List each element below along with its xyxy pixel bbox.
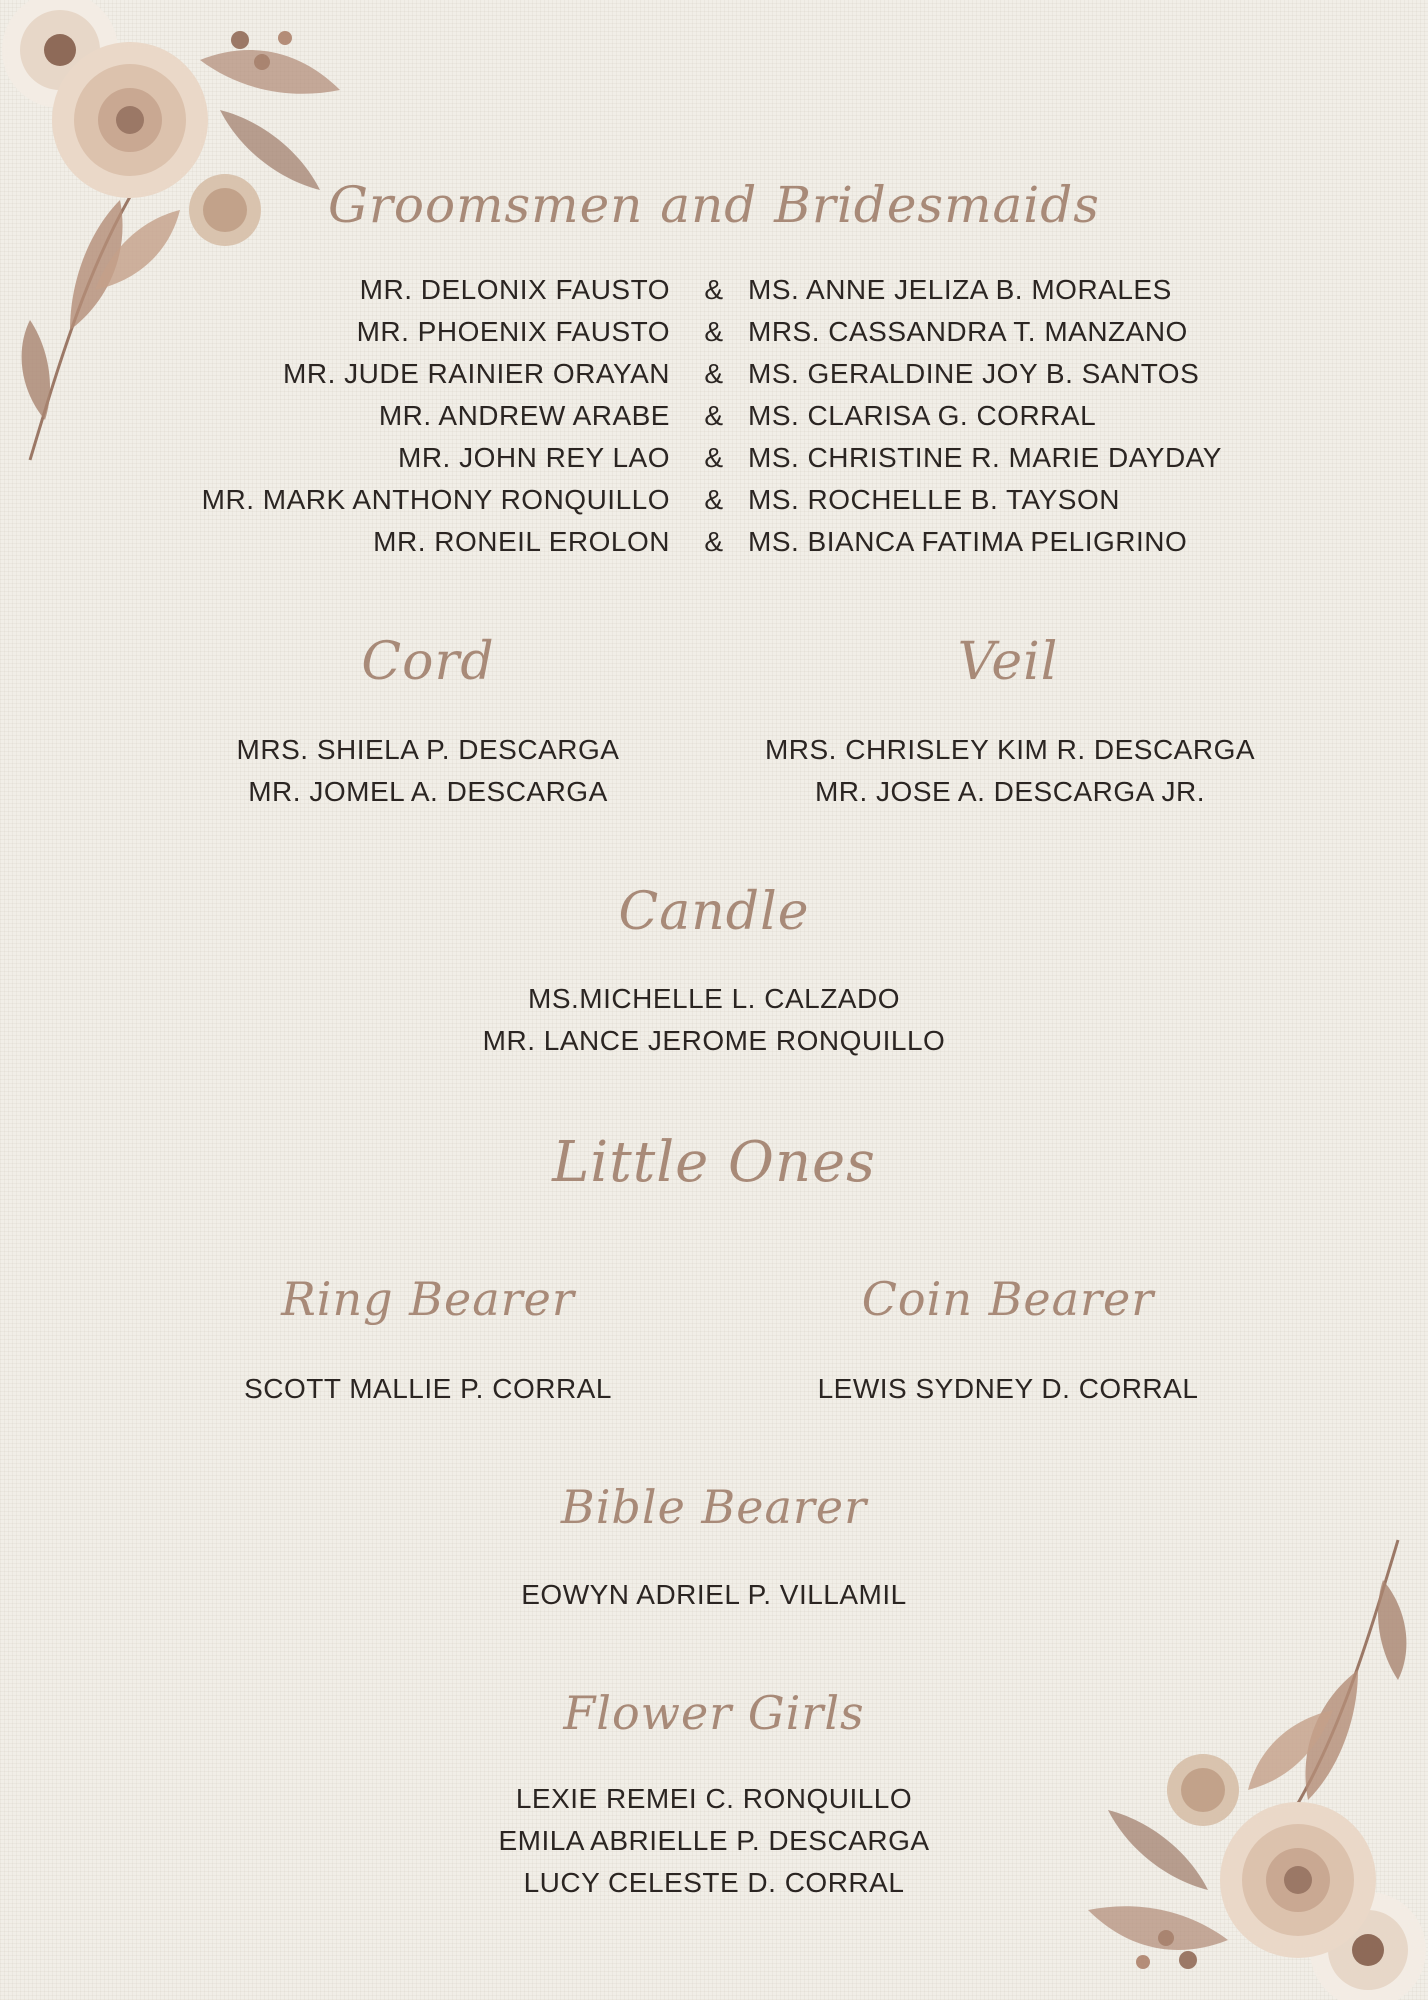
pair-row (0, 521, 1428, 563)
coin-bearer-names (758, 1368, 1258, 1410)
groomsman-name: MR. JOHN REY LAO (398, 442, 670, 473)
veil-names (730, 729, 1290, 813)
pair-row (0, 437, 1428, 479)
cord-name: MRS. SHIELA P. DESCARGA (236, 734, 620, 765)
bridesmaid-name: MS. CLARISA G. CORRAL (748, 400, 1097, 431)
veil-name: MR. JOSE A. DESCARGA JR. (814, 776, 1206, 807)
little-ones-heading: Little Ones (552, 1130, 876, 1195)
flower-girl-name: LUCY CELESTE D. CORRAL (523, 1867, 905, 1898)
pair-separator: & (704, 274, 724, 305)
pair-separator: & (704, 358, 724, 389)
groomsman-name: MR. PHOENIX FAUSTO (356, 316, 670, 347)
bridesmaid-name: MS. BIANCA FATIMA PELIGRINO (748, 526, 1188, 557)
candle-names (0, 978, 1428, 1062)
bridesmaid-name: MRS. CASSANDRA T. MANZANO (748, 316, 1188, 347)
pair-row (0, 269, 1428, 311)
groomsman-name: MR. RONEIL EROLON (373, 526, 670, 557)
pair-separator: & (704, 484, 724, 515)
pair-separator: & (704, 400, 724, 431)
flower-girls-names (0, 1778, 1428, 1904)
pair-separator: & (704, 526, 724, 557)
bridesmaid-name: MS. ROCHELLE B. TAYSON (748, 484, 1120, 515)
pair-row (0, 395, 1428, 437)
groomsman-name: MR. JUDE RAINIER ORAYAN (283, 358, 670, 389)
cord-name: MR. JOMEL A. DESCARGA (248, 776, 608, 807)
coin-bearer-heading: Coin Bearer (861, 1272, 1155, 1326)
candle-heading: Candle (618, 882, 810, 942)
cord-heading: Cord (361, 632, 495, 692)
pairs-heading: Groomsmen and Bridesmaids (328, 176, 1100, 234)
cord-names (178, 729, 678, 813)
veil-heading: Veil (957, 632, 1059, 692)
flower-girls-heading: Flower Girls (563, 1686, 865, 1740)
pair-separator: & (704, 442, 724, 473)
groomsman-name: MR. DELONIX FAUSTO (359, 274, 670, 305)
bridesmaid-name: MS. GERALDINE JOY B. SANTOS (748, 358, 1200, 389)
veil-name: MRS. CHRISLEY KIM R. DESCARGA (764, 734, 1256, 765)
candle-name: MR. LANCE JEROME RONQUILLO (482, 1025, 946, 1056)
pair-separator: & (704, 316, 724, 347)
bridesmaid-name: MS. CHRISTINE R. MARIE DAYDAY (748, 442, 1222, 473)
ring-bearer-name: SCOTT MALLIE P. CORRAL (244, 1373, 612, 1404)
pair-row (0, 311, 1428, 353)
candle-name: MS.MICHELLE L. CALZADO (528, 983, 900, 1014)
groomsman-name: MR. MARK ANTHONY RONQUILLO (201, 484, 670, 515)
pair-row (0, 479, 1428, 521)
bridesmaid-name: MS. ANNE JELIZA B. MORALES (748, 274, 1172, 305)
coin-bearer-name: LEWIS SYDNEY D. CORRAL (817, 1373, 1199, 1404)
groomsman-name: MR. ANDREW ARABE (378, 400, 670, 431)
bible-bearer-names (0, 1574, 1428, 1616)
bible-bearer-name: EOWYN ADRIEL P. VILLAMIL (521, 1579, 907, 1610)
ring-bearer-names (178, 1368, 678, 1410)
flower-girl-name: EMILA ABRIELLE P. DESCARGA (498, 1825, 930, 1856)
ring-bearer-heading: Ring Bearer (281, 1272, 575, 1326)
flower-girl-name: LEXIE REMEI C. RONQUILLO (515, 1783, 913, 1814)
pairs-list (0, 269, 1428, 563)
pair-row (0, 353, 1428, 395)
bible-bearer-heading: Bible Bearer (560, 1480, 868, 1534)
